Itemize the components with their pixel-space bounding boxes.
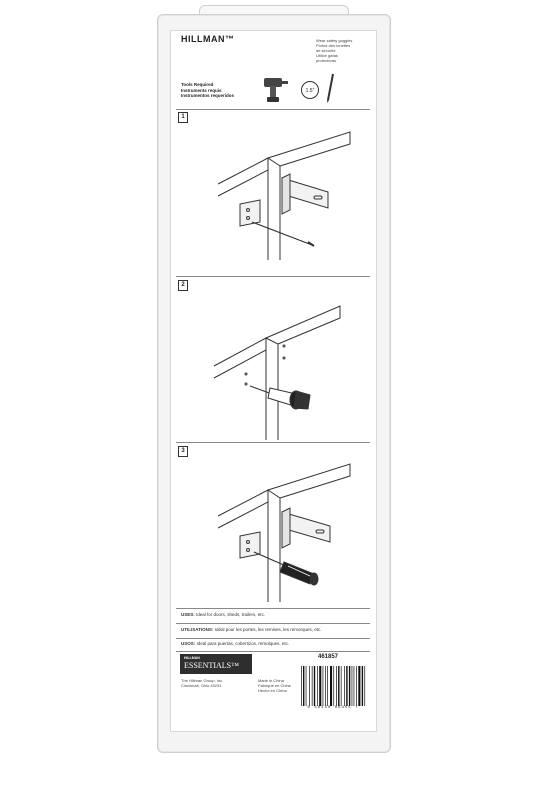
barcode-bar	[338, 666, 339, 706]
barcode-bar	[346, 666, 347, 706]
divider	[176, 276, 370, 277]
tape-label: 1.5"	[305, 88, 315, 94]
barcode-bar	[309, 666, 310, 706]
uses-english	[181, 612, 265, 618]
barcode-bar	[327, 666, 328, 706]
tools-line: Instrumentos requeridos	[181, 93, 235, 98]
eyewear-line: protectoras	[316, 58, 337, 63]
barcode-bar	[356, 666, 357, 706]
logo-line: ESSENTIALS™	[184, 661, 239, 670]
barcode-bar	[352, 666, 353, 706]
barcode-bar	[323, 666, 324, 706]
country-of-origin	[258, 678, 291, 693]
hillman-essentials-logo	[180, 654, 252, 674]
divider	[176, 109, 370, 110]
tools-line: Tools Required	[181, 82, 214, 87]
eyewear-line: de sécurité	[316, 48, 336, 53]
divider	[176, 651, 370, 652]
uses-text: Ideal for doors, sheds, trailers, etc.	[196, 612, 266, 617]
step-3-illustration	[210, 462, 360, 602]
logo-line: HILLMAN	[184, 656, 200, 660]
barcode-bar	[336, 666, 337, 706]
uses-label: UTILISATIONS:	[181, 627, 214, 632]
address-line: Cincinnati, Ohio 45231	[181, 683, 222, 688]
barcode-bar	[303, 666, 304, 706]
step-2-illustration	[210, 300, 360, 440]
uses-spanish	[181, 641, 289, 647]
barcode-bar	[364, 666, 365, 706]
barcode-bar	[319, 666, 321, 706]
barcode-bar	[312, 666, 313, 706]
address-line: The Hillman Group, Inc.	[181, 678, 224, 683]
uses-text: Idéal pour les portes, les remises, les remorques, etc.	[214, 627, 322, 632]
step-number: 1	[178, 112, 188, 123]
uses-label: USES:	[181, 612, 195, 617]
barcode-bar	[306, 666, 307, 706]
uses-label: USOS:	[181, 641, 196, 646]
company-address	[181, 678, 223, 688]
tools-line: Instruments requis	[181, 87, 222, 93]
barcode-bar	[349, 666, 350, 706]
barcode-bar	[344, 666, 345, 706]
eyewear-line: Wear safety goggles	[316, 38, 353, 43]
made-line: Hecho en China	[258, 688, 287, 693]
safety-goggles-notice	[316, 38, 372, 63]
brand-logo: HILLMAN™	[181, 34, 235, 44]
divider	[176, 608, 370, 609]
tools-required	[181, 82, 234, 99]
barcode-bar	[314, 666, 315, 706]
barcode-bar	[362, 666, 363, 706]
barcode-bar	[358, 666, 360, 706]
step-number: 3	[178, 446, 188, 457]
divider	[176, 638, 370, 639]
barcode-digits: 0 38230 06455 7	[307, 706, 359, 710]
tape-measure-icon	[300, 80, 320, 100]
made-line: Made in China	[258, 678, 284, 683]
barcode-bar	[341, 666, 342, 706]
sku-number: 461857	[318, 654, 339, 660]
barcode-bar	[333, 666, 334, 706]
pencil-icon	[325, 72, 337, 104]
made-line: Fabriqué en Chine	[258, 683, 291, 688]
divider	[176, 442, 370, 443]
barcode-bar	[354, 666, 355, 706]
step-number: 2	[178, 280, 188, 291]
drill-icon	[262, 74, 288, 104]
divider	[176, 623, 370, 624]
barcode-bar	[325, 666, 326, 706]
uses-text: Ideal para puertas, cobertizos, remolques, etc.	[196, 641, 290, 646]
barcode-bar	[330, 666, 332, 706]
barcode-bar	[317, 666, 318, 706]
eyewear-line: Utilice gafas	[316, 53, 338, 58]
eyewear-line: Portez des lunettes	[316, 43, 351, 48]
barcode-icon	[297, 664, 369, 712]
barcode-bar	[301, 666, 302, 706]
uses-french	[181, 627, 321, 633]
step-1-illustration	[210, 130, 360, 260]
